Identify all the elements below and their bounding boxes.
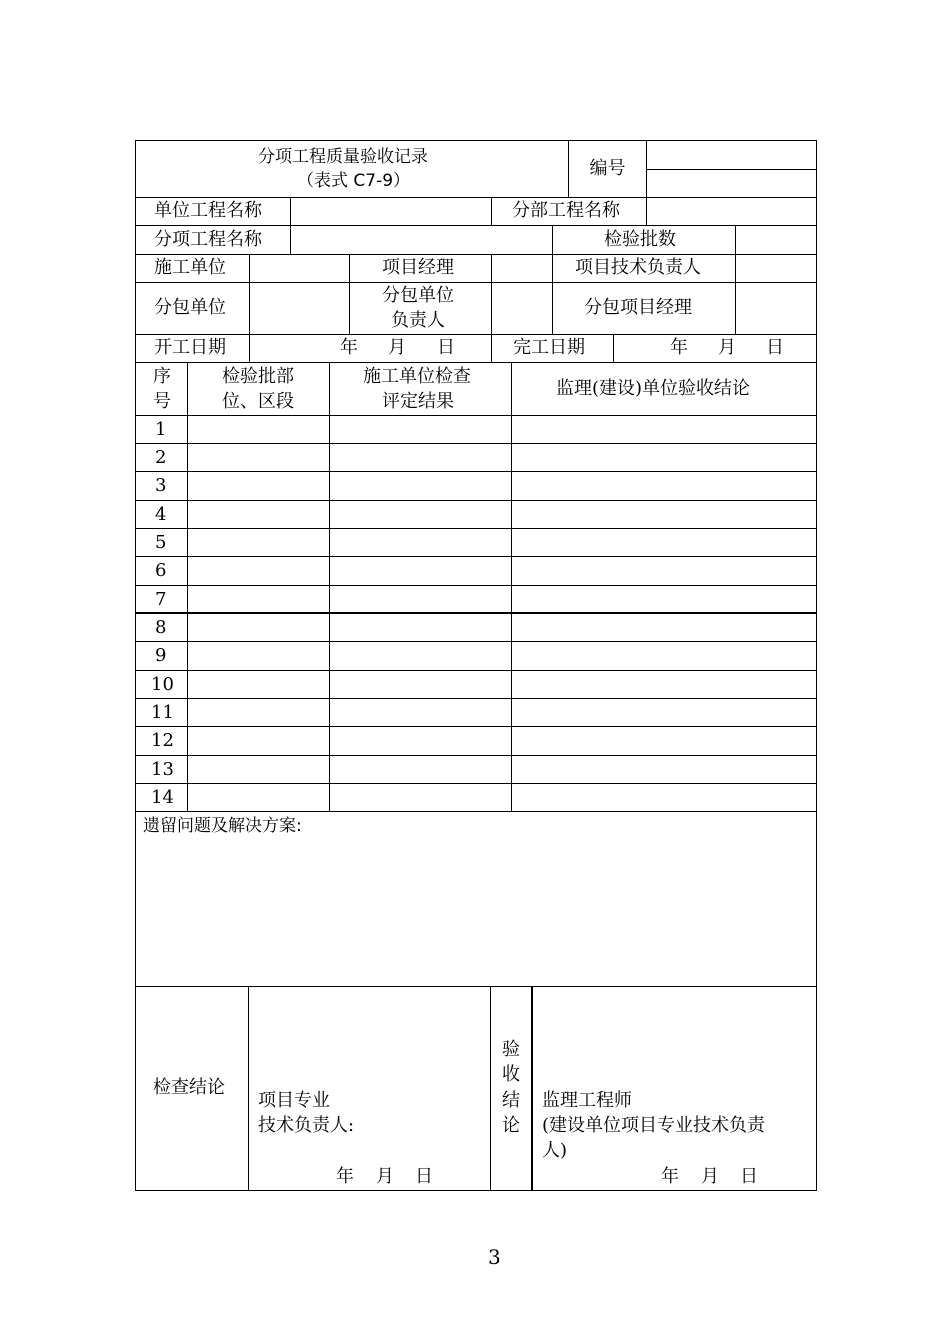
start-year: 年: [340, 337, 358, 358]
check-day: 日: [415, 1166, 433, 1187]
subcontract-manager-label: 分包项目经理: [584, 297, 692, 318]
vline: [491, 254, 492, 362]
col-seq-2: 号: [153, 391, 171, 412]
finish-month: 月: [718, 337, 736, 358]
engineer-note-2: 人): [542, 1140, 568, 1161]
subcontract-lead-label-2: 负责人: [391, 310, 445, 331]
col-part-2: 位、区段: [222, 391, 294, 412]
subitem-project-label: 分项工程名称: [154, 229, 262, 250]
subcontract-lead-label: 分包单位: [382, 285, 454, 306]
page-number: 3: [488, 1245, 501, 1269]
border-left: [135, 140, 136, 1191]
row-number: 2: [155, 447, 167, 468]
tech-lead-line-2: 技术负责人:: [258, 1115, 355, 1136]
hline: [646, 169, 817, 170]
start-day: 日: [437, 337, 455, 358]
vline: [248, 986, 249, 1191]
form-subtitle: （表式 C7-9）: [297, 171, 411, 191]
col-part-1: 检验批部: [222, 366, 294, 387]
col-check-2: 评定结果: [382, 391, 454, 412]
vline-thick: [531, 986, 533, 1191]
vline: [490, 986, 491, 1191]
unit-project-label: 单位工程名称: [154, 200, 262, 221]
vline: [187, 362, 188, 811]
hline: [135, 585, 817, 586]
row-number: 12: [151, 730, 174, 751]
border-bottom: [135, 1190, 817, 1191]
start-date-label: 开工日期: [154, 337, 226, 358]
hline: [135, 225, 817, 226]
vline: [511, 362, 512, 811]
accept-char: 收: [502, 1064, 520, 1085]
hline: [135, 698, 817, 699]
check-month: 月: [376, 1166, 394, 1187]
vline: [349, 254, 350, 334]
form-title: 分项工程质量验收记录: [258, 147, 428, 167]
row-number: 5: [155, 532, 167, 553]
col-check-1: 施工单位检查: [363, 366, 471, 387]
hline: [135, 471, 817, 472]
hline-thick: [135, 612, 817, 614]
accept-year: 年: [661, 1166, 679, 1187]
start-month: 月: [388, 337, 406, 358]
hline: [135, 986, 817, 987]
vline: [552, 225, 553, 334]
tech-lead-line-1: 项目专业: [258, 1090, 330, 1111]
hline: [135, 670, 817, 671]
hline: [135, 556, 817, 557]
hline: [135, 811, 817, 812]
row-number: 6: [155, 560, 167, 581]
finish-day: 日: [766, 337, 784, 358]
row-number: 13: [151, 759, 174, 780]
vline: [646, 140, 647, 197]
hline: [135, 334, 817, 335]
hline: [135, 362, 817, 363]
row-number: 3: [155, 475, 167, 496]
col-conclusion: 监理(建设)单位验收结论: [556, 378, 751, 399]
hline: [135, 783, 817, 784]
hline: [135, 282, 817, 283]
code-label: 编号: [589, 158, 626, 179]
vline: [249, 254, 250, 362]
row-number: 1: [155, 419, 167, 440]
col-seq-1: 序: [153, 366, 171, 387]
row-number: 11: [151, 702, 174, 723]
batch-count-label: 检验批数: [604, 229, 676, 250]
vline: [646, 197, 647, 225]
check-year: 年: [336, 1166, 354, 1187]
border-right: [816, 140, 817, 1191]
vline: [290, 197, 291, 254]
accept-month: 月: [701, 1166, 719, 1187]
hline: [135, 415, 817, 416]
subcontract-unit-label: 分包单位: [154, 297, 226, 318]
division-project-label: 分部工程名称: [512, 200, 620, 221]
row-number: 4: [155, 504, 167, 525]
hline: [135, 443, 817, 444]
row-number: 10: [151, 674, 174, 695]
accept-day: 日: [740, 1166, 758, 1187]
row-number: 8: [155, 617, 167, 638]
border-top: [135, 140, 817, 141]
vline: [329, 362, 330, 811]
hline: [135, 726, 817, 727]
finish-date-label: 完工日期: [513, 337, 585, 358]
finish-year: 年: [670, 337, 688, 358]
vline: [613, 334, 614, 362]
vline: [735, 225, 736, 334]
hline: [135, 755, 817, 756]
hline: [135, 641, 817, 642]
engineer-label: 监理工程师: [542, 1090, 632, 1111]
engineer-note-1: (建设单位项目专业技术负责: [542, 1115, 766, 1136]
check-conclusion-label: 检查结论: [153, 1077, 225, 1098]
hline: [135, 254, 817, 255]
project-manager-label: 项目经理: [382, 257, 454, 278]
vline: [491, 197, 492, 225]
tech-lead-label: 项目技术负责人: [575, 257, 701, 278]
hline: [135, 528, 817, 529]
accept-char: 验: [502, 1039, 520, 1060]
accept-char: 论: [502, 1115, 520, 1136]
hline: [135, 500, 817, 501]
accept-char: 结: [502, 1090, 520, 1111]
row-number: 14: [151, 787, 174, 808]
row-number: 7: [155, 589, 167, 610]
issues-label: 遗留问题及解决方案:: [143, 816, 302, 836]
row-number: 9: [155, 645, 167, 666]
hline: [135, 197, 817, 198]
construction-unit-label: 施工单位: [154, 257, 226, 278]
